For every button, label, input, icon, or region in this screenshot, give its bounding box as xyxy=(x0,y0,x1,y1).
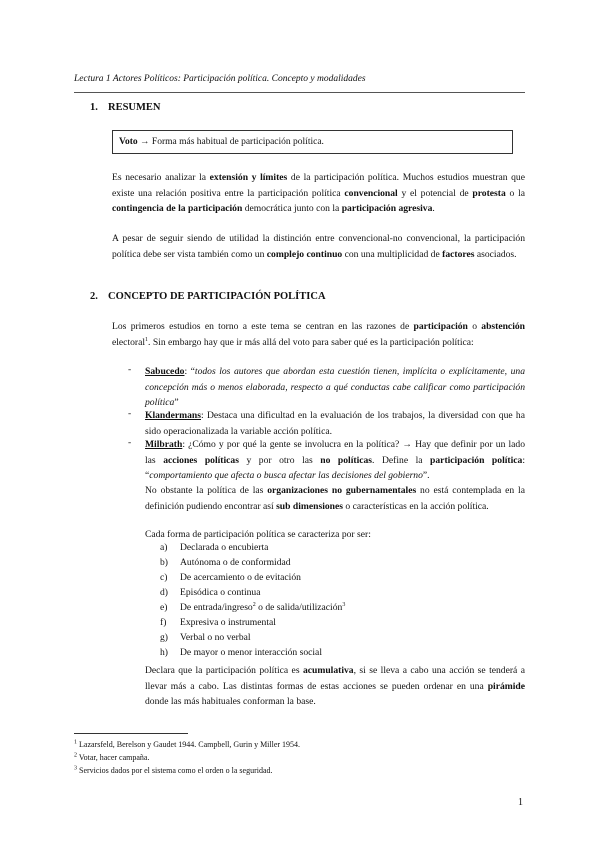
summary-paragraph-1 xyxy=(112,170,525,217)
bold-run: protesta xyxy=(472,187,506,199)
text-run: . Define la xyxy=(372,454,431,466)
text-run: ”. xyxy=(422,470,430,481)
section-2-title: CONCEPTO DE PARTICIPACIÓN POLÍTICA xyxy=(108,291,326,302)
text-run: ” xyxy=(174,397,179,408)
list-text: Declarada o encubierta xyxy=(180,542,269,553)
list-item xyxy=(160,632,251,643)
milbrath-ngo-paragraph xyxy=(145,483,525,514)
text-run: Declara que la participación política es xyxy=(145,665,303,676)
list-letter: c) xyxy=(160,572,168,583)
footnote xyxy=(74,766,273,775)
footnote-number: 2 xyxy=(74,752,77,759)
list-item xyxy=(160,542,268,553)
text-run: o xyxy=(467,321,482,332)
summary-box xyxy=(112,130,513,154)
text-run: con una multiplicidad de xyxy=(342,248,443,260)
author-name: Sabucedo xyxy=(145,366,185,377)
concept-intro-paragraph xyxy=(112,319,525,350)
text-run: : Destaca una dificultad en la evaluación de los trabajos, la diversidad con que ha sido operacionalizada la variable acción política. xyxy=(145,410,525,437)
author-name: Klandermans xyxy=(145,410,201,421)
text-run: democrática junto con la xyxy=(242,203,342,214)
list-item xyxy=(160,557,291,568)
text-run: Es necesario analizar la xyxy=(112,172,210,183)
list-text: Verbal o no verbal xyxy=(180,632,251,643)
bold-run: contingencia de la participación xyxy=(112,203,243,214)
footnote-ref: 3 xyxy=(342,601,346,608)
list-text: Expresiva o instrumental xyxy=(180,617,276,628)
bullet-dash: - xyxy=(128,437,132,448)
list-item xyxy=(160,647,322,658)
text-run: : ¿Cómo y por qué la gente se involucra en la política? → Hay que definir por un lado las xyxy=(145,439,525,466)
bold-run: sub dimensiones xyxy=(276,500,343,512)
text-run: donde las más habituales conforman la base. xyxy=(145,696,316,707)
text-run: y por otro las xyxy=(238,454,321,466)
text-run: electoral xyxy=(112,336,146,348)
bold-run: pirámide xyxy=(487,680,525,692)
italic-quote: todos los autores que abordan esta cuestión tienen, implícita o explícitamente, una concepción más o menos elaborada, respecto a qué conductas cabe calificar como participación política xyxy=(145,366,525,408)
list-text: o de salida/utilización xyxy=(255,602,343,613)
bold-run: abstención xyxy=(481,321,525,332)
footnote xyxy=(74,753,149,762)
list-letter: d) xyxy=(160,587,168,598)
bold-run: factores xyxy=(442,248,475,260)
bullet-dash: - xyxy=(128,408,132,419)
text-run: , si se lleva a cabo una acción se tenderá a llevar más a cabo. Las distintas formas de estas acciones se pueden ordenar en una xyxy=(145,665,525,692)
bullet-sabucedo xyxy=(145,364,525,411)
footnote-number: 1 xyxy=(74,739,77,746)
list-letter: h) xyxy=(160,647,168,658)
bullet-klandermans xyxy=(145,408,525,439)
section-1-title: RESUMEN xyxy=(108,102,161,113)
bullet-milbrath xyxy=(145,437,525,484)
bold-run: complejo continuo xyxy=(266,248,343,260)
text-run: asociados. xyxy=(474,248,517,260)
list-letter: f) xyxy=(160,617,167,628)
footnote-text: Lazarsfeld, Berelson y Gaudet 1944. Campbell, Gurin y Miller 1954. xyxy=(79,740,301,749)
bold-run: convencional xyxy=(344,187,398,199)
text-run: no está contemplada en la definición pudiendo encontrar así xyxy=(145,485,525,512)
text-run: . Sin embargo hay que ir más allá del voto para saber qué es la participación política: xyxy=(148,336,474,348)
text-run: o la xyxy=(505,187,525,199)
footnote-divider xyxy=(74,733,188,734)
author-name: Milbrath xyxy=(145,439,183,450)
list-item xyxy=(160,587,260,598)
bold-run: acciones políticas xyxy=(163,454,239,466)
list-text: De mayor o menor interacción social xyxy=(180,647,322,658)
footnote-ref: 2 xyxy=(252,601,256,608)
section-2-number: 2. xyxy=(90,291,98,302)
footnote-text: Servicios dados por el sistema como el orden o la seguridad. xyxy=(79,766,273,775)
list-letter: e) xyxy=(160,602,168,613)
header-divider xyxy=(74,92,525,93)
list-item xyxy=(160,572,301,583)
text-run: o características en la acción política. xyxy=(343,500,489,512)
bold-run: participación agresiva xyxy=(341,203,433,214)
italic-quote: comportamiento que afecta o busca afectar las decisiones del gobierno xyxy=(149,470,423,481)
text-run: No obstante la política de las xyxy=(145,485,268,496)
list-item xyxy=(160,617,276,628)
list-letter: g) xyxy=(160,632,168,643)
text-run: : “ xyxy=(145,454,525,481)
box-term: Voto xyxy=(119,137,138,147)
bold-run: participación política xyxy=(430,454,523,466)
footnote xyxy=(74,740,300,749)
box-text: Forma más habitual de participación política. xyxy=(151,137,324,147)
list-text: Autónoma o de conformidad xyxy=(180,557,291,568)
bold-run: no políticas xyxy=(320,454,373,466)
list-text: De acercamiento o de evitación xyxy=(180,572,301,583)
closing-paragraph xyxy=(145,663,525,710)
list-text: Episódica o continua xyxy=(180,587,261,598)
arrow-icon: → xyxy=(140,137,150,147)
bold-run: extensión y límites xyxy=(209,172,288,183)
bullet-dash: - xyxy=(128,364,132,375)
footnote-text: Votar, hacer campaña. xyxy=(78,753,150,762)
section-2-heading xyxy=(90,291,326,302)
footnote-ref: 1 xyxy=(145,336,149,343)
text-run: . xyxy=(432,203,435,214)
text-run: : “ xyxy=(184,366,195,377)
text-run: de la participación política. Muchos estudios muestran que existe una relación positiva entre la participación política xyxy=(112,172,525,199)
list-text: De entrada/ingreso xyxy=(180,602,253,613)
footnote-number: 3 xyxy=(74,765,77,772)
page-number: 1 xyxy=(518,797,523,808)
bold-run: acumulativa xyxy=(302,665,354,676)
running-header: Lectura 1 Actores Políticos: Participación política. Concepto y modalidades xyxy=(74,74,366,84)
list-letter: b) xyxy=(160,557,168,568)
characterize-line: Cada forma de participación política se caracteriza por ser: xyxy=(145,529,371,540)
list-letter: a) xyxy=(160,542,168,553)
summary-paragraph-2 xyxy=(112,231,525,262)
text-run: A pesar de seguir siendo de utilidad la distinción entre convencional-no convencional, la participación política debe ser vista también como un xyxy=(112,233,525,260)
bold-run: organizaciones no gubernamentales xyxy=(267,485,417,496)
section-1-heading xyxy=(90,102,161,113)
list-item xyxy=(160,602,345,613)
bold-run: participación xyxy=(413,321,468,332)
text-run: y el potencial de xyxy=(397,187,473,199)
section-1-number: 1. xyxy=(90,102,98,113)
text-run: Los primeros estudios en torno a este tema se centran en las razones de xyxy=(112,321,414,332)
